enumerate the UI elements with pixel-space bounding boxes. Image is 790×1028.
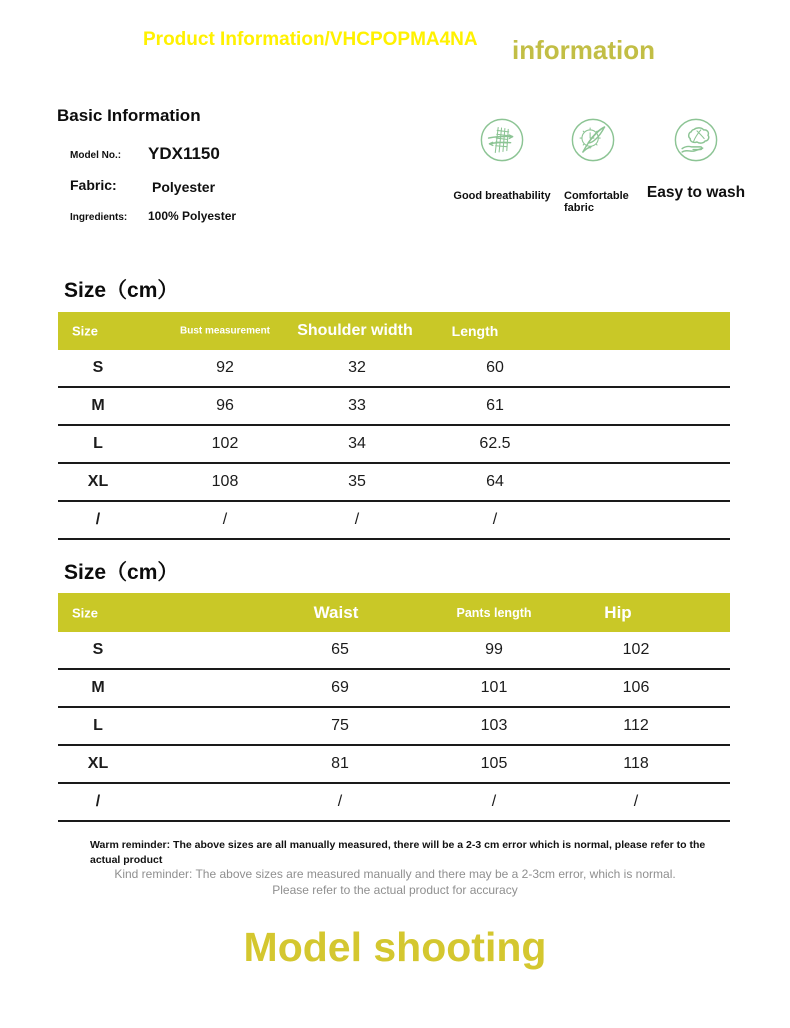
kind-reminder-line1: Kind reminder: The above sizes are measured manually and there may be a 2-3cm error, which is normal.: [114, 867, 676, 881]
feature-breathability-label: Good breathability: [453, 190, 551, 202]
length-cell: /: [492, 511, 498, 528]
table-row: [58, 388, 730, 426]
hip-cell: /: [633, 793, 639, 810]
table-row: [58, 502, 730, 540]
feature-easy-wash-label: Easy to wash: [646, 184, 746, 201]
comfortable-fabric-icon: [570, 150, 616, 167]
size-cell: L: [93, 435, 103, 452]
bust-cell: 108: [211, 473, 239, 490]
shoulder-column-header: Shoulder width: [297, 322, 413, 339]
shoulder-cell: 33: [348, 397, 366, 414]
length-cell: 62.5: [479, 435, 511, 452]
size-cell: L: [93, 717, 103, 734]
pants-length-column-header: Pants length: [456, 605, 532, 620]
waist-cell: 75: [331, 717, 349, 734]
length-cell: 61: [486, 397, 504, 414]
model-no-label: Model No.:: [70, 150, 122, 161]
bust-cell: 96: [216, 397, 234, 414]
shoulder-cell: 35: [348, 473, 366, 490]
table-row: [58, 350, 730, 388]
size-cell: XL: [87, 473, 109, 490]
pants-length-cell: 101: [480, 679, 508, 696]
page-title: Product Information/VHCPOPMA4NA: [143, 29, 478, 50]
table-row: [58, 426, 730, 464]
size-cell: /: [95, 793, 101, 810]
waist-cell: 81: [331, 755, 349, 772]
size-cell: M: [91, 397, 105, 414]
basic-info-heading: Basic Information: [57, 106, 201, 125]
table-row: [58, 670, 730, 708]
warm-reminder-text: Warm reminder: The above sizes are all manually measured, there will be a 2-3 cm error which is normal, please refer to the actual product: [90, 839, 706, 866]
size-cell: S: [92, 359, 104, 376]
easy-wash-icon: [673, 150, 719, 167]
hip-cell: 102: [622, 641, 650, 658]
shoulder-cell: 32: [348, 359, 366, 376]
waist-column-header: Waist: [313, 602, 359, 622]
size-table1-body: [58, 350, 730, 540]
pants-length-cell: 105: [480, 755, 508, 772]
waist-cell: /: [337, 793, 343, 810]
table-row: [58, 632, 730, 670]
size-table1-header-row: [58, 312, 730, 350]
shoulder-cell: /: [354, 511, 360, 528]
ingredients-label: Ingredients:: [70, 212, 128, 223]
bust-cell: 102: [211, 435, 239, 452]
size-cell: S: [92, 641, 104, 658]
fabric-value: Polyester: [152, 179, 216, 195]
breathability-icon: [479, 150, 525, 167]
size-column-header: Size: [72, 323, 99, 339]
feature-breathability: [452, 117, 552, 202]
table-row: [58, 784, 730, 822]
size-table1-heading: Size（cm）: [64, 279, 179, 302]
table-row: [58, 464, 730, 502]
table-row: [58, 746, 730, 784]
kind-reminder-line2: Please refer to the actual product for accuracy: [272, 882, 518, 897]
waist-cell: 69: [331, 679, 349, 696]
size-cell: /: [95, 511, 101, 528]
length-cell: 64: [486, 473, 504, 490]
page-subtitle: information: [512, 35, 655, 65]
size-table2-heading: Size（cm）: [64, 561, 179, 584]
pants-length-cell: /: [491, 793, 497, 810]
hip-cell: 118: [623, 755, 649, 772]
hip-cell: 106: [622, 679, 650, 696]
length-cell: 60: [486, 359, 504, 376]
fabric-label: Fabric:: [70, 177, 117, 193]
ingredients-value: 100% Polyester: [148, 209, 237, 223]
bust-cell: 92: [216, 359, 234, 376]
pants-length-cell: 103: [480, 717, 508, 734]
bust-cell: /: [222, 511, 228, 528]
length-column-header: Length: [451, 323, 499, 339]
hip-cell: 112: [623, 717, 649, 734]
size-table2-header-row: [58, 593, 730, 632]
feature-easy-wash: [646, 117, 746, 199]
size-cell: M: [91, 679, 105, 696]
model-shooting-title: Model shooting: [243, 924, 547, 970]
size-cell: XL: [87, 755, 109, 772]
bust-column-header: Bust measurement: [179, 325, 271, 337]
feature-comfortable-fabric: [543, 117, 643, 214]
size-column-header: Size: [72, 605, 99, 620]
shoulder-cell: 34: [348, 435, 366, 452]
model-no-value: YDX1150: [148, 144, 220, 163]
size-table2-body: [58, 632, 730, 822]
hip-column-header: Hip: [604, 602, 632, 622]
pants-length-cell: 99: [485, 641, 503, 658]
waist-cell: 65: [331, 641, 349, 658]
table-row: [58, 708, 730, 746]
feature-comfortable-fabric-label: Comfortable fabric: [564, 190, 629, 214]
kind-reminder-text: [0, 867, 790, 898]
